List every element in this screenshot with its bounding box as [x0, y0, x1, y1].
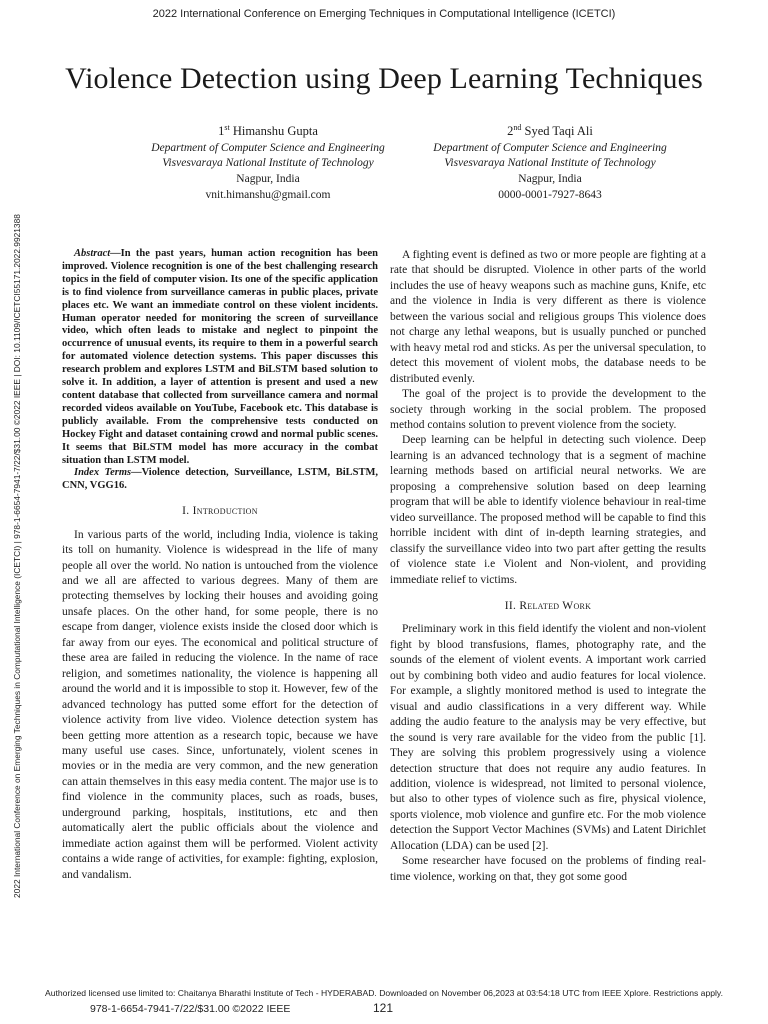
author-location: Nagpur, India: [236, 172, 300, 185]
page-number: 121: [373, 1001, 394, 1015]
isbn-line: 978-1-6654-7941-7/22/$31.00 ©2022 IEEE: [90, 1003, 291, 1015]
author-block-2: [400, 120, 700, 203]
paragraph: In various parts of the world, including India, violence is taking its toll on humanity. Violence is widespread in the life of many people all over the world. No nation is untouched from the violence and we all are affected to various degrees. Many of them are protecting themselves by locking their houses and avoiding going unsafe places. On the other hand, for some people, there is no escape from danger, violence exists inside the closed door which is far away from our eyes. The economical and political structure of these area are failed in reducing the violence. In the name of race religion, and sometimes nationality, the violence is happening all around the world and it is impossible to stop it. However, few of the advanced technology has putted some effort for the detection of violence activity from live video. Violence detection system has been getting more attention as a research topic, because we have many useful use cases. Since, unfortunately, violent scenes in movies or in the media are very common, and the new generation can attain themselves in this easy media content. The major use is to find violence in the community places, such as roads, buses, underground parking, hospitals, institutions, etc and then automatically alert the public officials about the violence and immediate action against them will be performed. Violent activity contains a wide range of activities, for example: fighting, explosion, and vandalism.: [62, 528, 378, 881]
author-contact: vnit.himanshu@gmail.com: [205, 188, 331, 201]
paragraph: Deep learning can be helpful in detecting such violence. Deep learning is an advanced technology that is a segment of machine learning methods based on artificial neural networks. We are proposing a comprehensive solution based on deep learning program that will be able to identify violence behaviour in real-time video surveillance. The proposed method will be capable to find this horrible incident with dint of in-depth learning strategies, and classify the surveillance video into two part after getting the results of violence state i.e Violent and Non-violent, and providing immediate relief to victims.: [390, 434, 706, 586]
paragraph: Some researcher have focused on the problems of finding real-time violence, working on that, they got some good: [390, 855, 706, 883]
author-department: Department of Computer Science and Engineering: [151, 141, 385, 154]
section-heading-introduction: I. Introduction: [182, 505, 258, 518]
author-contact: 0000-0001-7927-8643: [498, 188, 602, 201]
author-name: 1st Himanshu Gupta: [218, 123, 318, 139]
abstract: Abstract—In the past years, human action recognition has been improved. Violence recognition is one of the best challenging research topics in the field of computer vision. Its one of the specific application is to find violence from surveillance cameras in public places, private places etc. We want an immediate control on these violent incidents. Human operator needed for monitoring the screen of surveillance video, which often leads to mistake and neglect to pinpoint the occurrence of unusual events, its require to them in a powerful search for automated violence detection systems. This paper discusses this research problem and explores LSTM and BiLSTM based solution to solve it. In addition, a layer of attention is present and used a new content database that collected from surveillance camera and normal recorded videos available on YouTube, Facebook etc. This database is publicly available. From the comprehensive tests conducted on Hockey Fight and dataset containing crowd and normal public scenes. It seems that BiLSTM model has more accuracy in the combat situation than LSTM model.: [62, 248, 378, 466]
author-name: 2nd Syed Taqi Ali: [507, 123, 593, 139]
side-doi-strip: 2022 International Conference on Emerging Techniques in Computational Intelligence (ICETCI) | 978-1-6654-7941-7/22/$31.00 ©2022 IEEE | DOI: 10.1109/ICETCI55171.2022.9921388: [12, 214, 22, 898]
index-terms: Index Terms—Violence detection, Surveillance, LSTM, BiLSTM, CNN, VGG16.: [62, 467, 378, 492]
author-location: Nagpur, India: [518, 172, 582, 185]
author-department: Department of Computer Science and Engineering: [433, 141, 667, 154]
paper-title: Violence Detection using Deep Learning Techniques: [65, 62, 703, 95]
author-institute: Visvesvaraya National Institute of Technology: [444, 157, 656, 170]
paragraph: The goal of the project is to provide the development to the society through working in the social problem. The proposed method contains solution to prevent violence from the society.: [390, 388, 706, 431]
author-block-1: [118, 120, 418, 203]
author-institute: Visvesvaraya National Institute of Technology: [162, 157, 374, 170]
paragraph: Preliminary work in this field identify the violent and non-violent fight by blood transfusions, flames, photography rate, and the sounds of the element of violent events. A important work carried out by combining both video and audio features for local violence. For example, a slightly monitored method is used to integrate the visual and audio classifications in a very different way. While adding the audio feature to the analysis may be very effective, but the sound is very rare available for the video from the public [1]. They are solving this problem progressively using a violence detection structure that does not require any audio features. In addition, violence is widespread, not limited to personal violence, but also to other types of violence such as fire, physical violence, sports violence, mob violence and gunfire etc. For the mob violence detection the Support Vector Machines (SVMs) and Latent Dirichlet Allocation (LDA) can be used [2].: [390, 623, 706, 852]
authorization-notice: Authorized licensed use limited to: Chaitanya Bharathi Institute of Tech - HYDERABAD. Downloaded on November 06,2023 at 03:54:18 UTC from IEEE Xplore. Restrictions apply.: [45, 988, 723, 998]
left-column: [62, 248, 378, 883]
section-heading-related-work: II. Related Work: [504, 599, 592, 612]
paragraph: A fighting event is defined as two or more people are fighting at a rate that should be disrupted. Violence in other parts of the world includes the use of heavy weapons such as machine guns, Knife, etc and the violence in India is very different as there is violence between the various social and religious groups This violence does not charge any lethal weapons, but is usually punched or punched with heavy metal rod and sticks. As per the universal speculation, to detect this movement of violent mobs, the database needs to be distributed evenly.: [390, 249, 706, 385]
right-column: [390, 248, 706, 885]
conference-header: 2022 International Conference on Emerging Techniques in Computational Intelligence (ICETCI): [152, 8, 616, 20]
